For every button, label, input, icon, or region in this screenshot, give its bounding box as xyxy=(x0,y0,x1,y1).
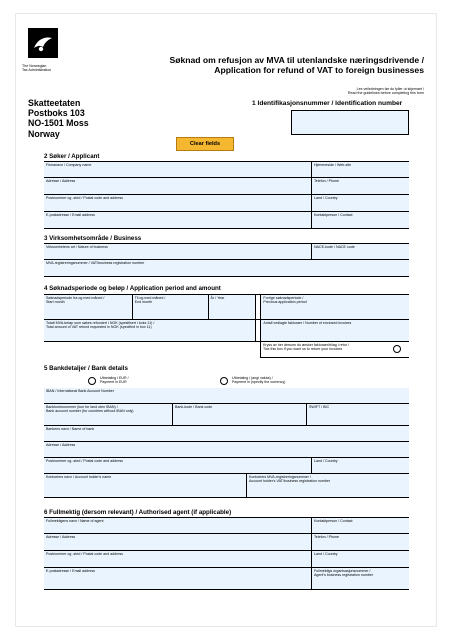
applicant-row-3 xyxy=(44,195,409,212)
holder-row xyxy=(44,474,409,498)
payment-other-label xyxy=(232,376,285,384)
iban-field[interactable]: IBAN / International Bank Account Number xyxy=(44,388,409,403)
agent-contact-field[interactable]: Kontaktperson / Contact xyxy=(311,518,409,533)
period-row xyxy=(44,294,409,320)
applicant-email-field[interactable]: E-postadresse / Email address xyxy=(44,212,311,228)
account-holder-field[interactable]: Kontoeiers navn / Account holder's name xyxy=(44,474,246,497)
applicant-row-4 xyxy=(44,212,409,229)
section-2-title: 2 Søker / Applicant xyxy=(44,153,100,160)
business-row-1 xyxy=(44,243,409,260)
previous-period-label-1: Forrige søknadsperiode / xyxy=(263,296,304,300)
website-field[interactable]: Hjemmeside / Web-site xyxy=(311,162,409,177)
identification-label: 1 Identifikasjonsnummer / Identification number xyxy=(252,100,403,107)
total-vat-label-2: Total amount of VAT refund requested in NOK (specified in box 11) xyxy=(46,325,152,330)
bank-account-field[interactable] xyxy=(44,404,172,425)
bank-name-field[interactable]: Bankens navn / Name of bank xyxy=(44,426,409,441)
account-label-1: Bankkontonummer (kun for land uten IBAN) / xyxy=(46,405,118,409)
clear-fields-button[interactable]: Clear fields xyxy=(176,137,234,151)
vat-registration-field[interactable]: MVA-registreringsnummer / VAT/business registration number xyxy=(44,260,409,276)
agent-address-field[interactable]: Adresse / Address xyxy=(44,534,311,550)
payment-eur-label xyxy=(100,376,129,384)
return-label-2: Tick this box if you want us to return your invoices xyxy=(263,347,343,352)
form-title xyxy=(104,55,424,75)
agent-row-3 xyxy=(44,551,409,568)
section-3-title: 3 Virksomhetsområde / Business xyxy=(44,235,142,242)
bank-code-field[interactable]: Bank-kode / Bank code xyxy=(172,404,306,425)
title-line-1: Søknad om refusjon av MVA til utenlandske næringsdrivende / xyxy=(169,55,424,65)
iban-row xyxy=(44,388,409,404)
section-6-title: 6 Fullmektig (dersom relevant) / Authorised agent (if applicable) xyxy=(44,509,232,516)
org-line-1: The Norwegian xyxy=(22,64,47,68)
org-name xyxy=(22,64,51,72)
identification-input[interactable] xyxy=(291,110,409,135)
title-line-2: Application for refund of VAT to foreign businesses xyxy=(214,65,424,75)
guidelines-note xyxy=(224,87,424,96)
applicant-phone-field[interactable]: Telefon / Phone xyxy=(311,178,409,194)
guide-line-1: Les veiledningen før du fyller ut skjemaet / xyxy=(356,87,424,91)
address-line-3: NO-1501 Moss xyxy=(28,118,89,129)
address-line-2: Postboks 103 xyxy=(28,108,85,119)
tax-administration-logo xyxy=(28,28,58,58)
address-line-1: Skatteetaten xyxy=(28,98,81,108)
start-month-label-1: Søknadsperiode fra og med måned / xyxy=(46,296,105,300)
end-month-label-1: Til og med måned / xyxy=(134,296,166,300)
agent-phone-field[interactable]: Telefon / Phone xyxy=(311,534,409,550)
agent-row-4 xyxy=(44,568,409,590)
account-row xyxy=(44,404,409,426)
bank-address-row xyxy=(44,442,409,458)
agent-row-2 xyxy=(44,534,409,551)
applicant-country-field[interactable]: Land / Country xyxy=(311,195,409,211)
agent-registration-field[interactable] xyxy=(311,568,409,589)
agent-name-field[interactable]: Fullmektigens navn / Name of agent xyxy=(44,518,311,533)
guide-line-2: Read the guidelines before completing this form xyxy=(347,91,424,96)
bank-postcode-field[interactable]: Postnummer og -sted / Postal code and address xyxy=(44,458,311,473)
start-month-field[interactable] xyxy=(44,295,132,319)
year-field[interactable]: År / Year xyxy=(208,295,256,319)
return-address xyxy=(28,98,89,139)
end-month-field[interactable] xyxy=(132,295,208,319)
end-month-label-2: End month xyxy=(134,300,153,305)
holder-vat-field[interactable] xyxy=(246,474,409,497)
org-line-2: Tax Administration xyxy=(22,68,52,73)
applicant-address-field[interactable]: Adresse / Address xyxy=(44,178,311,194)
agent-reg-label-2: Agent's business registration number xyxy=(314,573,374,578)
section-5-title: 5 Bankdetaljer / Bank details xyxy=(44,365,128,372)
previous-period-label-2: Previous application period xyxy=(263,300,307,305)
return-invoices-label xyxy=(261,342,385,357)
applicant-row-1 xyxy=(44,161,409,178)
holder-vat-label-1: Kontoeiers MVA-registreringsnummer / xyxy=(249,475,311,479)
return-invoices-row xyxy=(260,342,409,358)
agent-row-1 xyxy=(44,517,409,534)
payment-other-radio[interactable] xyxy=(220,377,228,385)
holder-vat-label-2: Account holder's VAT/business registration number xyxy=(249,479,331,484)
account-label-2: Bank account number (for countries without IBAN only) xyxy=(46,409,134,414)
start-month-label-2: Start month xyxy=(46,300,65,305)
return-invoices-checkbox[interactable] xyxy=(393,345,401,353)
nature-of-business-field[interactable]: Virksomhetens art / Nature of business xyxy=(44,244,311,259)
eur-label-2: Payment in EUR xyxy=(100,380,127,385)
agent-postcode-field[interactable]: Postnummer og -sted / Postal code and address xyxy=(44,551,311,567)
address-line-4: Norway xyxy=(28,128,60,139)
total-vat-field[interactable] xyxy=(44,320,255,341)
payment-eur-radio[interactable] xyxy=(88,377,96,385)
amount-row xyxy=(44,320,409,342)
previous-period-field[interactable] xyxy=(260,295,409,319)
applicant-contact-field[interactable]: Kontaktperson / Contact xyxy=(311,212,409,228)
bank-postcode-row xyxy=(44,458,409,474)
applicant-row-2 xyxy=(44,178,409,195)
company-name-field[interactable]: Firmanavn / Company name xyxy=(44,162,311,177)
other-label-1: Utbetaling i (angi valuta) / xyxy=(232,376,273,380)
total-vat-label-1: Totalt MVA-beløp som søkes refundert i NOK (spesifisert i boks 11) / xyxy=(46,321,155,325)
invoice-count-field[interactable]: Antall vedlagte fakturaer / Number of enclosed invoices xyxy=(260,320,409,341)
agent-email-field[interactable]: E-postadresse / Email address xyxy=(44,568,311,589)
nace-code-field[interactable]: NACE-kode / NACE code xyxy=(311,244,409,259)
applicant-postcode-field[interactable]: Postnummer og -sted / Postal code and address xyxy=(44,195,311,211)
return-label-1: Kryss av her dersom du ønsker fakturaer/bilag i retur / xyxy=(263,343,349,347)
eur-label-1: Utbetaling i EUR / xyxy=(100,376,129,380)
section-4-title: 4 Søknadsperiode og beløp / Application period and amount xyxy=(44,285,221,292)
bank-address-field[interactable]: Adresse / Address xyxy=(44,442,409,457)
other-label-2: Payment in (specify the currency) xyxy=(232,380,286,385)
agent-reg-label-1: Fullmektigs organisasjonsnummer / xyxy=(314,569,371,573)
agent-country-field[interactable]: Land / Country xyxy=(311,551,409,567)
bank-country-field[interactable]: Land / Country xyxy=(311,458,409,473)
swift-field[interactable]: SWIFT / BIC xyxy=(306,404,409,425)
bank-name-row xyxy=(44,426,409,442)
business-row-2 xyxy=(44,260,409,277)
